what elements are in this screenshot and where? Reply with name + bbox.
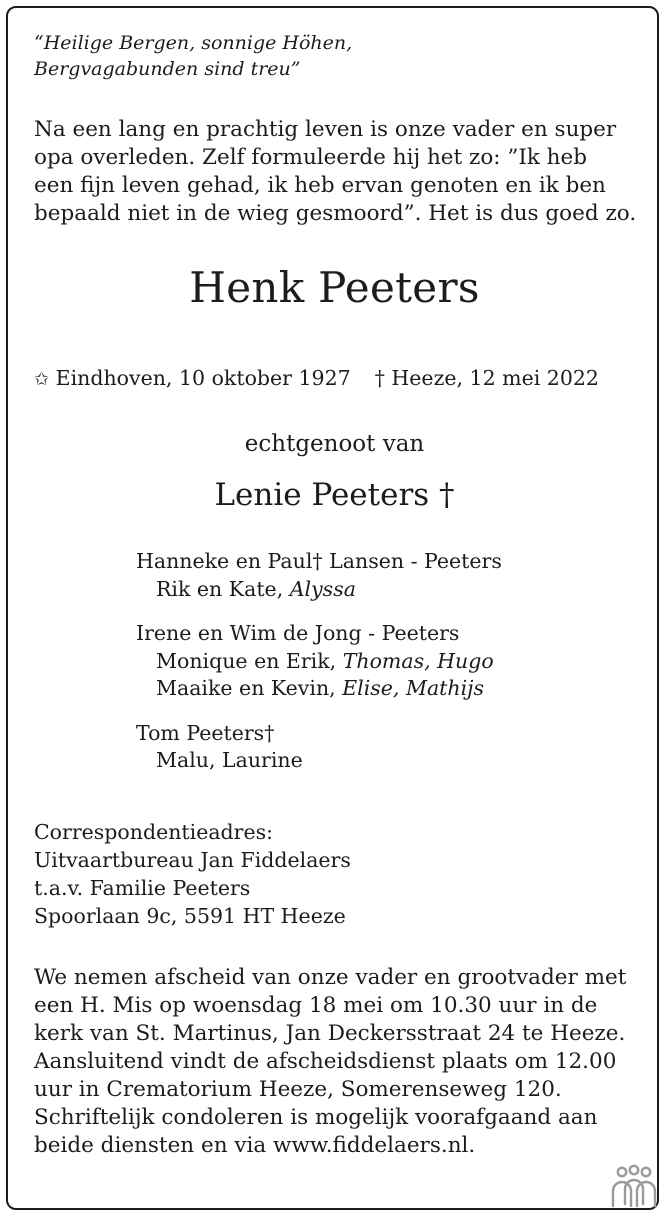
motto-line: Bergvagabunden sind treu”	[34, 58, 301, 80]
spouse-intro: echtgenoot van	[244, 431, 425, 457]
life-dates	[34, 364, 599, 394]
death-date: † Heeze, 12 mei 2022	[374, 366, 599, 390]
family-list	[136, 548, 502, 792]
address-line: Correspondentieadres:	[34, 820, 274, 844]
family-main: Irene en Wim de Jong - Peeters	[136, 621, 460, 645]
birth-date: Eindhoven, 10 oktober 1927	[55, 366, 351, 390]
intro-line: opa overleden. Zelf formuleerde hij het zo: ”Ik heb	[34, 145, 588, 170]
address-line: Spoorlaan 9c, 5591 HT Heeze	[34, 904, 346, 928]
spouse-name: Lenie Peeters †	[214, 477, 455, 513]
intro-paragraph	[34, 116, 636, 228]
family-main: Hanneke en Paul† Lansen - Peeters	[136, 549, 502, 573]
service-line: kerk van St. Martinus, Jan Deckersstraat 24 te Heeze.	[34, 1021, 626, 1046]
service-line: Aansluitend vindt de afscheidsdienst plaats om 12.00	[34, 1049, 617, 1074]
family-sub: Malu, Laurine	[156, 748, 303, 772]
condolence-line: beide diensten en via www.fiddelaers.nl.	[34, 1133, 476, 1158]
condolence-line: Schriftelijk condoleren is mogelijk voorafgaand aan	[34, 1105, 598, 1130]
family-sub: Monique en Erik, Thomas, Hugo	[156, 648, 494, 673]
address-line: Uitvaartbureau Jan Fiddelaers	[34, 848, 351, 872]
motto-quote	[34, 30, 352, 82]
condolence-paragraph	[34, 1104, 597, 1160]
correspondence-address	[34, 818, 351, 930]
intro-line: Na een lang en prachtig leven is onze vader en super	[34, 117, 617, 142]
service-line: een H. Mis op woensdag 18 mei om 10.30 uur in de	[34, 993, 598, 1018]
family-group	[136, 620, 502, 703]
star-icon: ✩	[34, 369, 50, 390]
deceased-name: Henk Peeters	[189, 263, 480, 312]
service-paragraph	[34, 964, 626, 1104]
family-main: Tom Peeters†	[136, 720, 275, 745]
intro-line: een fijn leven gehad, ik heb ervan genoten en ik ben	[34, 173, 606, 198]
family-group	[136, 548, 502, 603]
family-sub: Maaike en Kevin, Elise, Mathijs	[156, 676, 485, 700]
motto-line: “Heilige Bergen, sonnige Höhen,	[34, 32, 353, 54]
family-group	[136, 720, 502, 775]
family-sub: Rik en Kate, Alyssa	[156, 576, 356, 601]
intro-line: bepaald niet in de wieg gesmoord”. Het is dus goed zo.	[34, 201, 637, 226]
people-group-logo-icon	[608, 1164, 660, 1208]
address-line: t.a.v. Familie Peeters	[34, 876, 251, 900]
service-line: We nemen afscheid van onze vader en grootvader met	[34, 965, 627, 990]
service-line: uur in Crematorium Heeze, Somerenseweg 120.	[34, 1077, 562, 1102]
